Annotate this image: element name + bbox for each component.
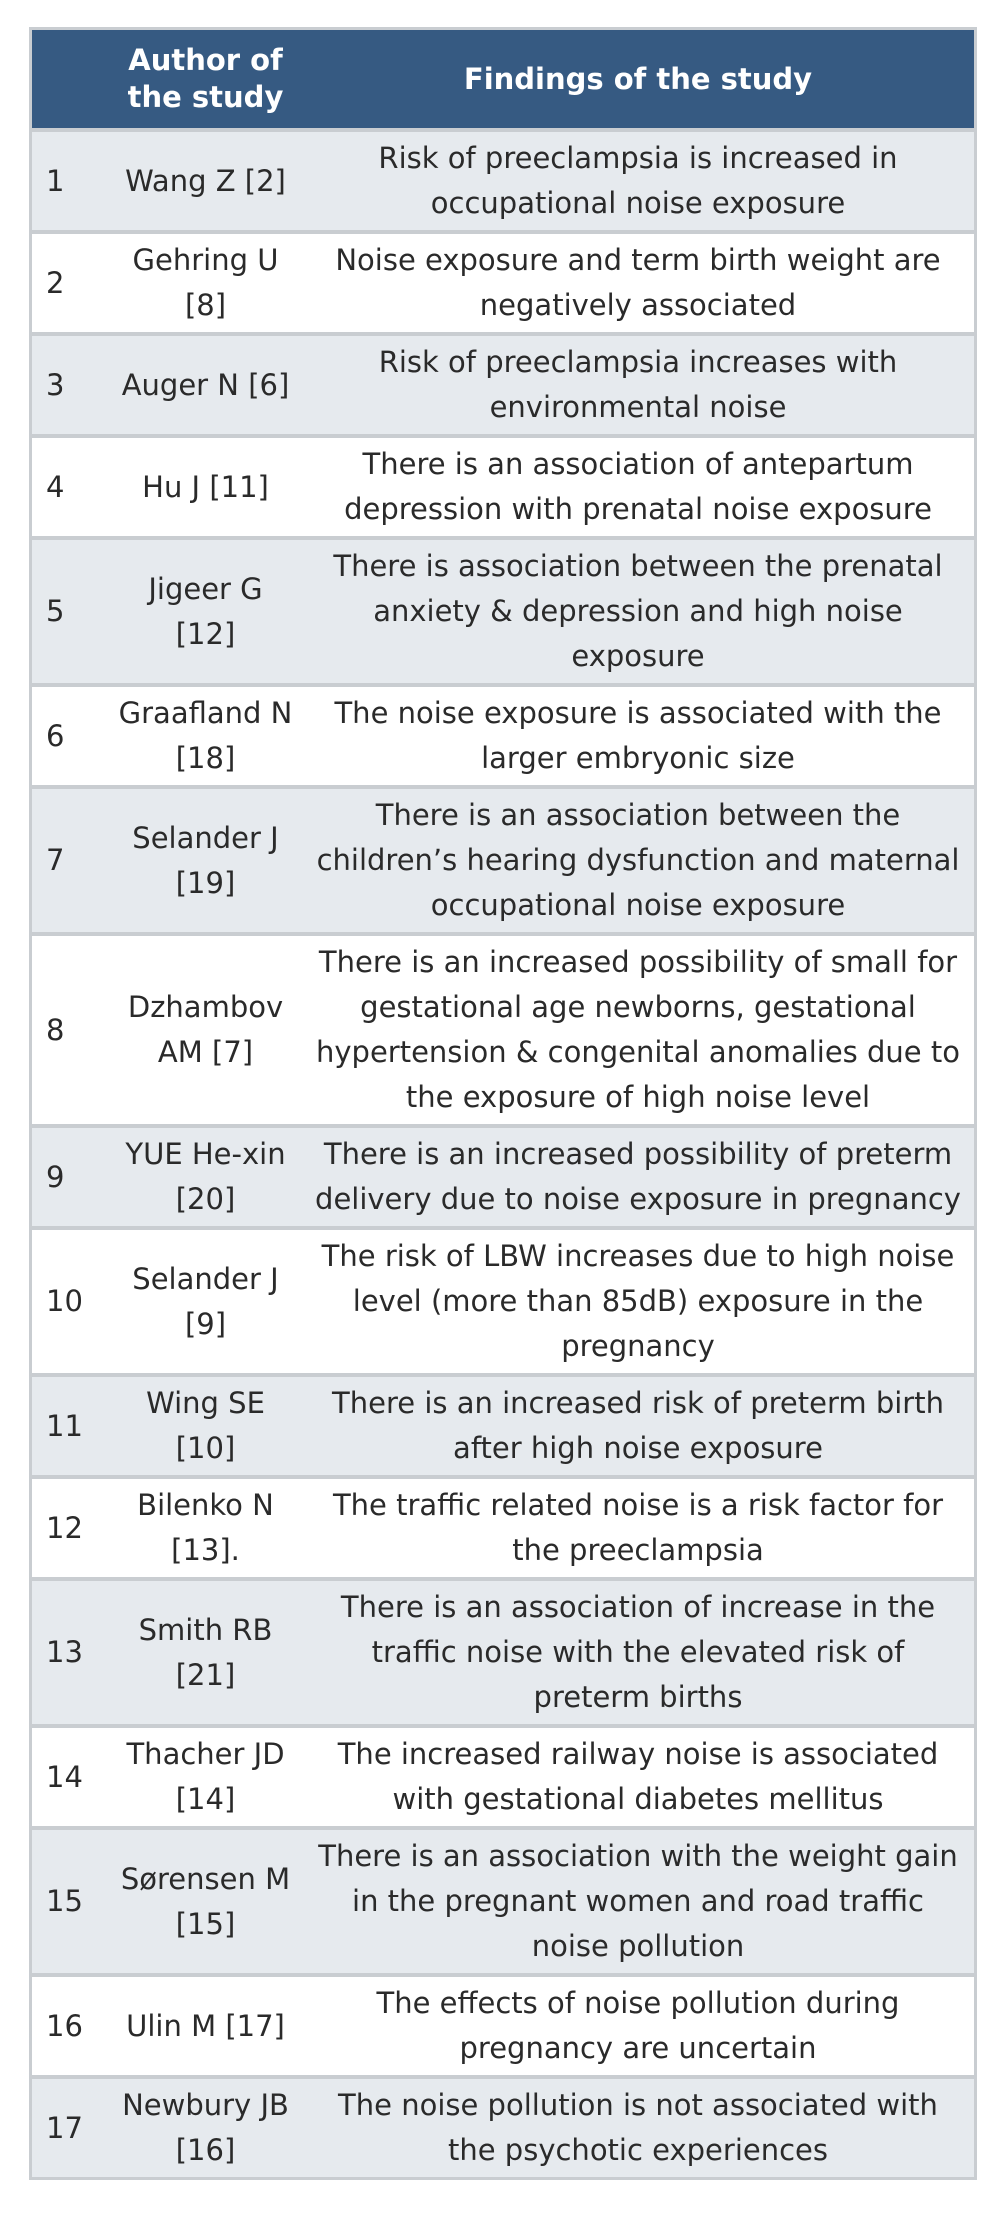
row-finding: The increased railway noise is associated with gestational diabetes mellitus — [302, 1726, 974, 1828]
table-row — [32, 685, 974, 787]
row-author: Smith RB [21] — [109, 1579, 302, 1726]
row-author: Gehring U [8] — [109, 232, 302, 334]
row-number: 8 — [32, 934, 109, 1126]
table-body — [32, 130, 974, 2177]
row-finding: The noise exposure is associated with the larger embryonic size — [302, 685, 974, 787]
row-author: Hu J [11] — [109, 436, 302, 538]
table-row — [32, 1726, 974, 1828]
row-finding: There is an association of antepartum depression with prenatal noise exposure — [302, 436, 974, 538]
row-number: 12 — [32, 1477, 109, 1579]
table-row — [32, 232, 974, 334]
row-author: Thacher JD [14] — [109, 1726, 302, 1828]
table-row — [32, 334, 974, 436]
row-finding: Risk of preeclampsia is increased in occupational noise exposure — [302, 130, 974, 232]
row-finding: There is an increased possibility of preterm delivery due to noise exposure in pregnancy — [302, 1126, 974, 1228]
row-finding: There is an association of increase in the traffic noise with the elevated risk of preterm births — [302, 1579, 974, 1726]
row-finding: There is an association between the children’s hearing dysfunction and maternal occupational noise exposure — [302, 787, 974, 934]
row-finding: There is an increased risk of preterm birth after high noise exposure — [302, 1375, 974, 1477]
table-row — [32, 787, 974, 934]
table-row — [32, 1228, 974, 1375]
table-row — [32, 934, 974, 1126]
row-number: 10 — [32, 1228, 109, 1375]
row-finding: There is an increased possibility of small for gestational age newborns, gestational hypertension & congenital anomalies due to the exposure of high noise level — [302, 934, 974, 1126]
table-row — [32, 1126, 974, 1228]
table-row — [32, 1477, 974, 1579]
row-number: 14 — [32, 1726, 109, 1828]
table-row — [32, 130, 974, 232]
row-author: Jigeer G [12] — [109, 538, 302, 685]
row-author: Wang Z [2] — [109, 130, 302, 232]
table-row — [32, 1828, 974, 1975]
row-number: 1 — [32, 130, 109, 232]
row-number: 3 — [32, 334, 109, 436]
row-number: 16 — [32, 1975, 109, 2077]
row-finding: There is an association with the weight gain in the pregnant women and road traffic noise pollution — [302, 1828, 974, 1975]
table-header — [32, 30, 974, 130]
row-number: 4 — [32, 436, 109, 538]
table-row — [32, 436, 974, 538]
row-finding: The risk of LBW increases due to high noise level (more than 85dB) exposure in the pregnancy — [302, 1228, 974, 1375]
table-row — [32, 538, 974, 685]
header-author: Author of the study — [109, 30, 302, 130]
table-row — [32, 1375, 974, 1477]
row-author: Sørensen M [15] — [109, 1828, 302, 1975]
header-row — [32, 30, 974, 130]
row-finding: The traffic related noise is a risk factor for the preeclampsia — [302, 1477, 974, 1579]
row-author: Dzhambov AM [7] — [109, 934, 302, 1126]
row-author: Auger N [6] — [109, 334, 302, 436]
row-number: 17 — [32, 2077, 109, 2177]
table-row — [32, 1579, 974, 1726]
row-number: 6 — [32, 685, 109, 787]
row-author: Selander J [19] — [109, 787, 302, 934]
row-finding: There is association between the prenatal anxiety & depression and high noise exposure — [302, 538, 974, 685]
header-number — [32, 30, 109, 130]
row-number: 5 — [32, 538, 109, 685]
row-author: Wing SE [10] — [109, 1375, 302, 1477]
row-finding: Risk of preeclampsia increases with environmental noise — [302, 334, 974, 436]
row-finding: The effects of noise pollution during pregnancy are uncertain — [302, 1975, 974, 2077]
table-row — [32, 2077, 974, 2177]
header-findings: Findings of the study — [302, 30, 974, 130]
findings-table — [32, 30, 974, 2177]
row-number: 9 — [32, 1126, 109, 1228]
row-author: YUE He-xin [20] — [109, 1126, 302, 1228]
row-author: Newbury JB [16] — [109, 2077, 302, 2177]
row-author: Bilenko N [13]. — [109, 1477, 302, 1579]
findings-table-container — [29, 27, 977, 2180]
row-number: 7 — [32, 787, 109, 934]
row-author: Graafland N [18] — [109, 685, 302, 787]
row-author: Ulin M [17] — [109, 1975, 302, 2077]
row-number: 15 — [32, 1828, 109, 1975]
row-number: 2 — [32, 232, 109, 334]
row-finding: Noise exposure and term birth weight are negatively associated — [302, 232, 974, 334]
row-finding: The noise pollution is not associated with the psychotic experiences — [302, 2077, 974, 2177]
row-author: Selander J [9] — [109, 1228, 302, 1375]
row-number: 13 — [32, 1579, 109, 1726]
row-number: 11 — [32, 1375, 109, 1477]
table-row — [32, 1975, 974, 2077]
